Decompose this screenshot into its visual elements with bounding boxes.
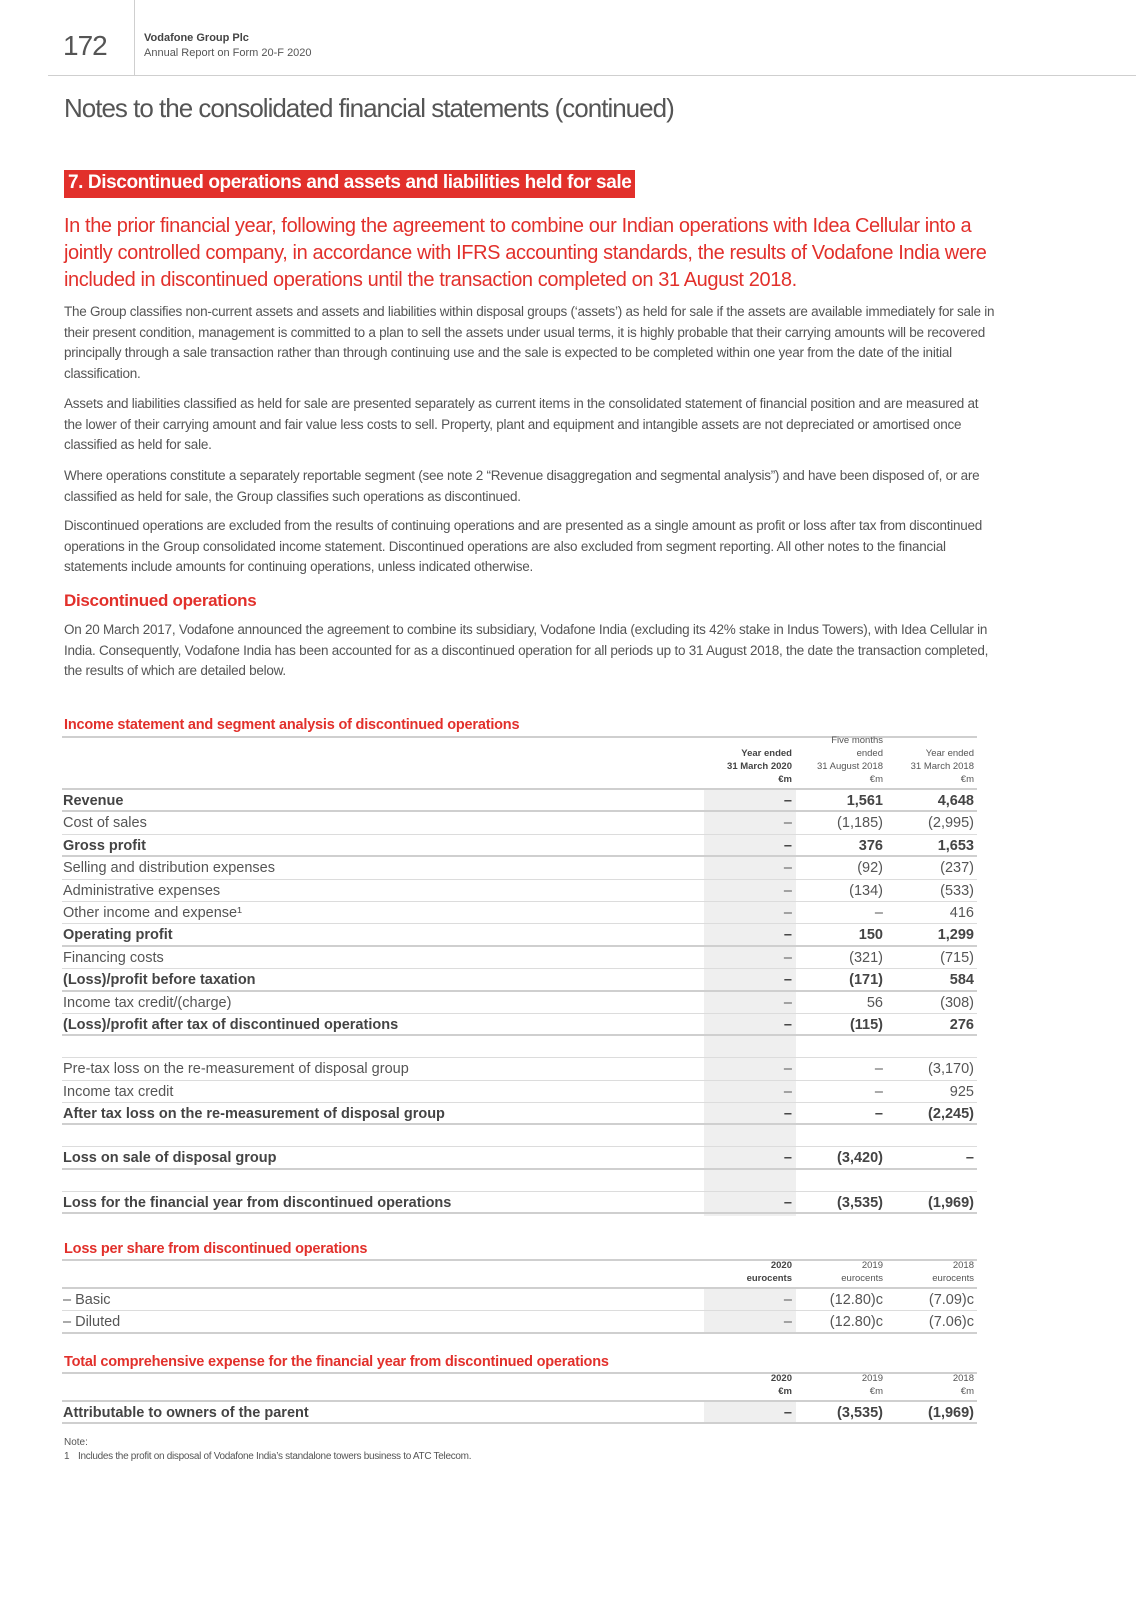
table-header bbox=[62, 1374, 977, 1402]
header-divider bbox=[134, 0, 135, 76]
company-name: Vodafone Group Plc bbox=[144, 32, 249, 44]
paragraph-vodafone-india: On 20 March 2017, Vodafone announced the agreement to combine its subsidiary, Vodafone India (excluding its 42% stake in Indus Towers), with Idea Cellular in India. Consequently, Vodafone India has been accounted for as a discontinued operation for all periods up to 31 August 2018, the date the transaction completed, the results of which are detailed below. bbox=[64, 622, 989, 678]
table-spacer bbox=[62, 1125, 977, 1147]
table-header bbox=[62, 735, 977, 790]
tce-table-title: Total comprehensive expense for the financial year from discontinued operations bbox=[64, 1354, 609, 1370]
col-header-2020: 2020 €m bbox=[770, 1373, 792, 1397]
table-row: (Loss)/profit before taxation – (171) 584 bbox=[62, 969, 977, 991]
report-name: Annual Report on Form 20-F 2020 bbox=[144, 47, 312, 59]
table-row: Operating profit – 150 1,299 bbox=[62, 924, 977, 946]
section-title: 7. Discontinued operations and assets and liabilities held for sale bbox=[64, 170, 635, 198]
col-header-2018: 2018 eurocents bbox=[932, 1260, 974, 1284]
table-row: Administrative expenses – (134) (533) bbox=[62, 880, 977, 902]
table-row: Pre-tax loss on the re-measurement of disposal group – – (3,170) bbox=[62, 1058, 977, 1080]
page-header bbox=[48, 0, 1136, 76]
col-header-aug-2018: Five months ended 31 August 2018 €m bbox=[816, 735, 883, 785]
table-row: Income tax credit/(charge) – 56 (308) bbox=[62, 992, 977, 1014]
paragraph-segment: Where operations constitute a separately reportable segment (see note 2 “Revenue disaggregation and segmental analysis”) and have been disposed of, or are classified as held for sale, the Group classifies such operations as discontinued. bbox=[64, 468, 980, 504]
table-row: – Basic – (12.80)c (7.09)c bbox=[62, 1289, 977, 1311]
table-header bbox=[62, 1261, 977, 1289]
lead-paragraph: In the prior financial year, following the agreement to combine our Indian operations with Idea Cellular into a jointly controlled company, in accordance with IFRS accounting standards, the results of Vodafone India were included in discontinued operations until the transaction completed on 31 August 2018. bbox=[64, 215, 987, 291]
col-header-2020: Year ended 31 March 2020 €m bbox=[727, 748, 792, 785]
table-row: Gross profit – 376 1,653 bbox=[62, 835, 977, 857]
col-header-2019: 2019 €m bbox=[861, 1373, 883, 1397]
paragraph-classification: Assets and liabilities classified as held for sale are presented separately as current items in the consolidated statement of financial position and are measured at the lower of their carrying amount and fair value less costs to sell. Property, plant and equipment and intangible assets are not depreciated or amortised once classified as held for sale. bbox=[64, 396, 979, 452]
table-row: Revenue – 1,561 4,648 bbox=[62, 790, 977, 812]
eps-table-title: Loss per share from discontinued operations bbox=[64, 1241, 368, 1257]
col-header-mar-2018: Year ended 31 March 2018 €m bbox=[910, 748, 974, 785]
table-row: Financing costs – (321) (715) bbox=[62, 947, 977, 969]
col-header-2020: 2020 eurocents bbox=[746, 1260, 792, 1284]
table-row: (Loss)/profit after tax of discontinued operations – (115) 276 bbox=[62, 1014, 977, 1036]
page-title: Notes to the consolidated financial statements (continued) bbox=[64, 93, 674, 123]
page-number: 172 bbox=[63, 30, 107, 61]
paragraph-exclusion: Discontinued operations are excluded from the results of continuing operations and are presented as a single amount as profit or loss after tax from discontinued operations in the Group consolidated income statement. Discontinued operations are also excluded from segment reporting. All other notes to the financial statements include amounts for continuing operations, unless indicated otherwise. bbox=[64, 518, 983, 574]
table-spacer bbox=[62, 1036, 977, 1058]
table-row: Income tax credit – – 925 bbox=[62, 1081, 977, 1103]
footnote-1: 1 Includes the profit on disposal of Vodafone India’s standalone towers business to ATC Telecom. bbox=[64, 1451, 472, 1462]
table-spacer bbox=[62, 1170, 977, 1192]
table-row: Loss for the financial year from discontinued operations – (3,535) (1,969) bbox=[62, 1192, 977, 1214]
table-row: Other income and expense¹ – – 416 bbox=[62, 902, 977, 924]
col-header-2019: 2019 eurocents bbox=[841, 1260, 883, 1284]
table-row: Attributable to owners of the parent – (3,535) (1,969) bbox=[62, 1402, 977, 1424]
table-row: After tax loss on the re-measurement of disposal group – – (2,245) bbox=[62, 1103, 977, 1125]
notes-label: Note: bbox=[64, 1437, 88, 1448]
table-row: Loss on sale of disposal group – (3,420) – bbox=[62, 1147, 977, 1169]
paragraph-held-for-sale: The Group classifies non-current assets and assets and liabilities within disposal groups (‘assets’) as held for sale if the assets are available immediately for sale in their present condition, management is committed to a plan to sell the assets under usual terms, it is highly probable that their carrying amounts will be recovered principally through a sale transaction rather than through continuing use and the sale is expected to be completed within one year from the date of the initial classification. bbox=[64, 304, 995, 381]
table-row: – Diluted – (12.80)c (7.06)c bbox=[62, 1311, 977, 1333]
income-statement-table bbox=[62, 736, 977, 1214]
subheading-discontinued-operations: Discontinued operations bbox=[64, 591, 257, 610]
col-header-2018: 2018 €m bbox=[952, 1373, 974, 1397]
table-row: Selling and distribution expenses – (92) (237) bbox=[62, 857, 977, 879]
loss-per-share-table bbox=[62, 1259, 977, 1334]
income-table-title: Income statement and segment analysis of discontinued operations bbox=[64, 717, 520, 733]
table-row: Cost of sales – (1,185) (2,995) bbox=[62, 812, 977, 834]
total-comprehensive-expense-table bbox=[62, 1372, 977, 1424]
